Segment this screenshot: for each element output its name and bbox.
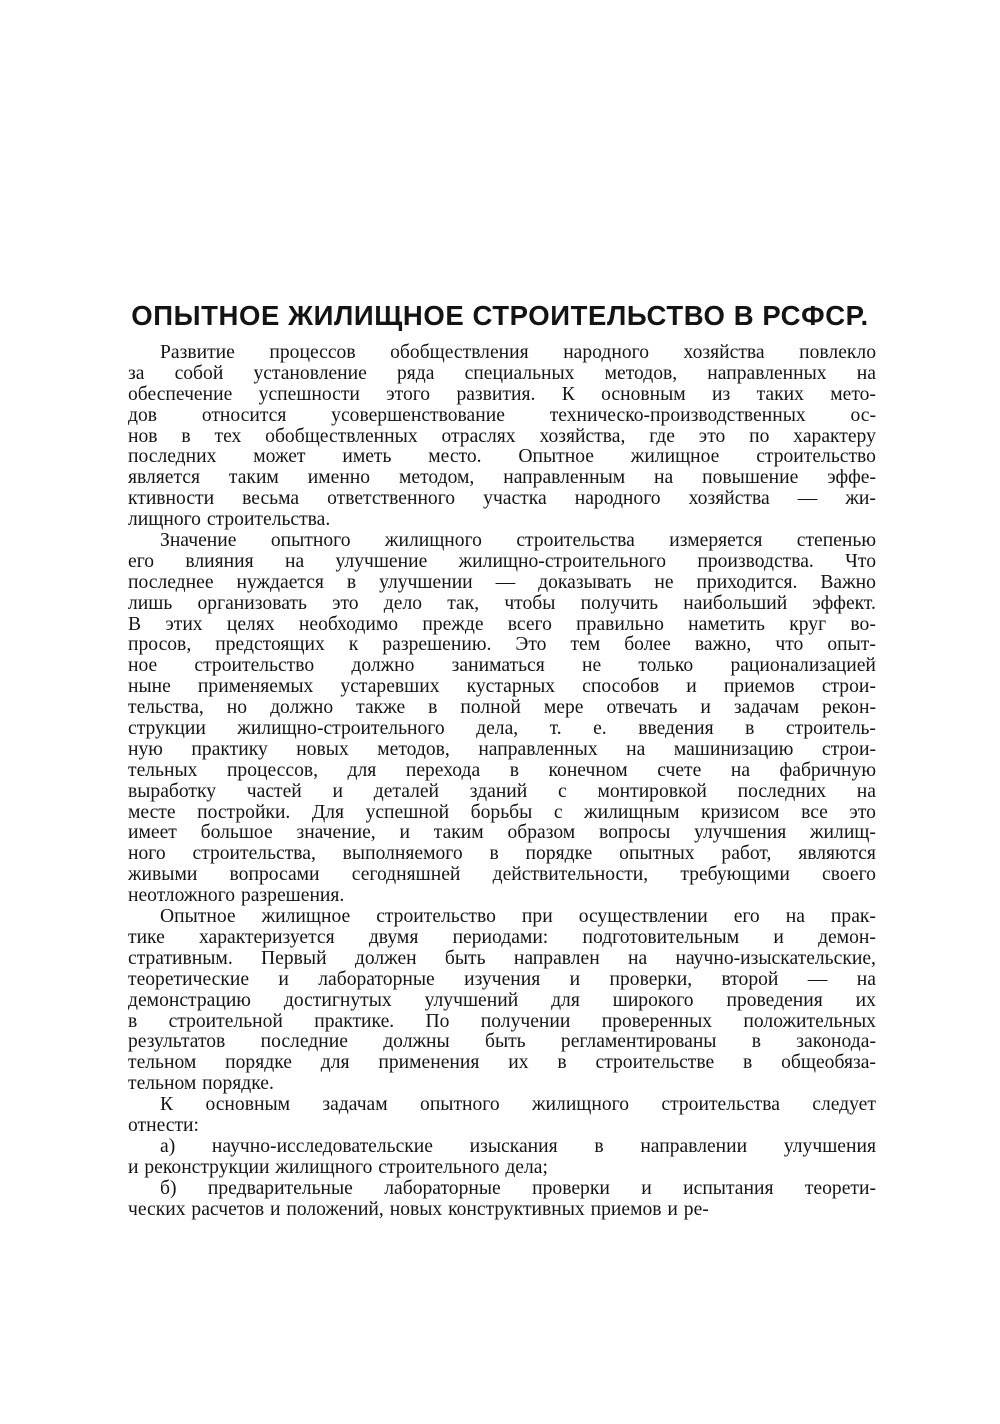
text-line: живыми вопросами сегодняшней действительности, требующими своего bbox=[128, 864, 876, 886]
paragraph bbox=[128, 1137, 876, 1179]
body-text bbox=[128, 343, 876, 1220]
text-line: ную практику новых методов, направленных на машинизацию строи- bbox=[128, 738, 876, 760]
text-line: демонстрацию достигнутых улучшений для широкого проведения их bbox=[128, 989, 876, 1011]
text-line: обеспечение успешности этого развития. К основным из таких мето- bbox=[128, 383, 876, 405]
text-line: его влияния на улучшение жилищно-строительного производства. Что bbox=[128, 550, 876, 572]
paragraph bbox=[128, 531, 876, 907]
text-line: тике характеризуется двумя периодами: подготовительным и демон- bbox=[128, 926, 876, 948]
text-line: результатов последние должны быть регламентированы в законода- bbox=[128, 1031, 876, 1053]
text-line: месте постройки. Для успешной борьбы с жилищным кризисом все это bbox=[128, 801, 876, 823]
text-line: последних может иметь место. Опытное жилищное строительство bbox=[128, 446, 876, 468]
text-line: за собой установление ряда специальных методов, направленных на bbox=[128, 362, 876, 384]
text-line: ктивности весьма ответственного участка народного хозяйства — жи- bbox=[128, 488, 876, 510]
paragraph bbox=[128, 343, 876, 531]
text-line: дов относится усовершенствование техническо-производственных ос- bbox=[128, 404, 876, 426]
text-line: ного строительства, выполняемого в порядке опытных работ, являются bbox=[128, 843, 876, 865]
text-line: тельном порядке. bbox=[128, 1073, 274, 1095]
paragraph bbox=[128, 1095, 876, 1137]
text-line: является таким именно методом, направленным на повышение эффе- bbox=[128, 467, 876, 489]
text-line: выработку частей и деталей зданий с монтировкой последних на bbox=[128, 780, 876, 802]
text-line: ныне применяемых устаревших кустарных способов и приемов строи- bbox=[128, 676, 876, 698]
text-line: просов, предстоящих к разрешению. Это тем более важно, что опыт- bbox=[128, 634, 876, 656]
text-line: Значение опытного жилищного строительства измеряется степенью bbox=[160, 530, 876, 552]
text-line: К основным задачам опытного жилищного строительства следует bbox=[160, 1094, 876, 1116]
paragraph bbox=[128, 1179, 876, 1221]
text-line: имеет большое значение, и таким образом вопросы улучшения жилищ- bbox=[128, 822, 876, 844]
text-line: последнее нуждается в улучшении — доказывать не приходится. Важно bbox=[128, 571, 876, 593]
text-line: тельном порядке для применения их в строительстве в общеобяза- bbox=[128, 1052, 876, 1074]
text-line: б) предварительные лабораторные проверки и испытания теорети- bbox=[160, 1177, 876, 1199]
page-title: ОПЫТНОЕ ЖИЛИЩНОЕ СТРОИТЕЛЬСТВО В РСФСР. bbox=[131, 300, 869, 331]
text-line: ческих расчетов и положений, новых конструктивных приемов и ре- bbox=[128, 1198, 709, 1220]
text-line: а) научно-исследовательские изыскания в направлении улучшения bbox=[160, 1135, 876, 1157]
paragraph bbox=[128, 907, 876, 1095]
text-line: лищного строительства. bbox=[128, 509, 331, 531]
text-line: В этих целях необходимо прежде всего правильно наметить круг во- bbox=[128, 613, 876, 635]
text-line: струкции жилищно-строительного дела, т. е. введения в строитель- bbox=[128, 718, 876, 740]
text-line: ное строительство должно заниматься не только рационализацией bbox=[128, 655, 876, 677]
text-line: теоретические и лабораторные изучения и проверки, второй — на bbox=[128, 968, 876, 990]
text-line: нов в тех обобществленных отраслях хозяйства, где это по характеру bbox=[128, 425, 876, 447]
text-line: Развитие процессов обобществления народного хозяйства повлекло bbox=[160, 342, 876, 363]
text-line: стративным. Первый должен быть направлен на научно-изыскательские, bbox=[128, 947, 876, 969]
text-line: неотложного разрешения. bbox=[128, 885, 345, 907]
text-line: тельства, но должно также в полной мере отвечать и задачам рекон- bbox=[128, 697, 876, 719]
text-line: отнести: bbox=[128, 1114, 199, 1136]
text-line: лишь организовать это дело так, чтобы получить наибольший эффект. bbox=[128, 592, 876, 614]
text-line: тельных процессов, для перехода в конечном счете на фабричную bbox=[128, 759, 876, 781]
text-line: Опытное жилищное строительство при осуществлении его на прак- bbox=[160, 906, 876, 928]
text-line: и реконструкции жилищного строительного дела; bbox=[128, 1156, 548, 1178]
text-line: в строительной практике. По получении проверенных положительных bbox=[128, 1010, 876, 1032]
